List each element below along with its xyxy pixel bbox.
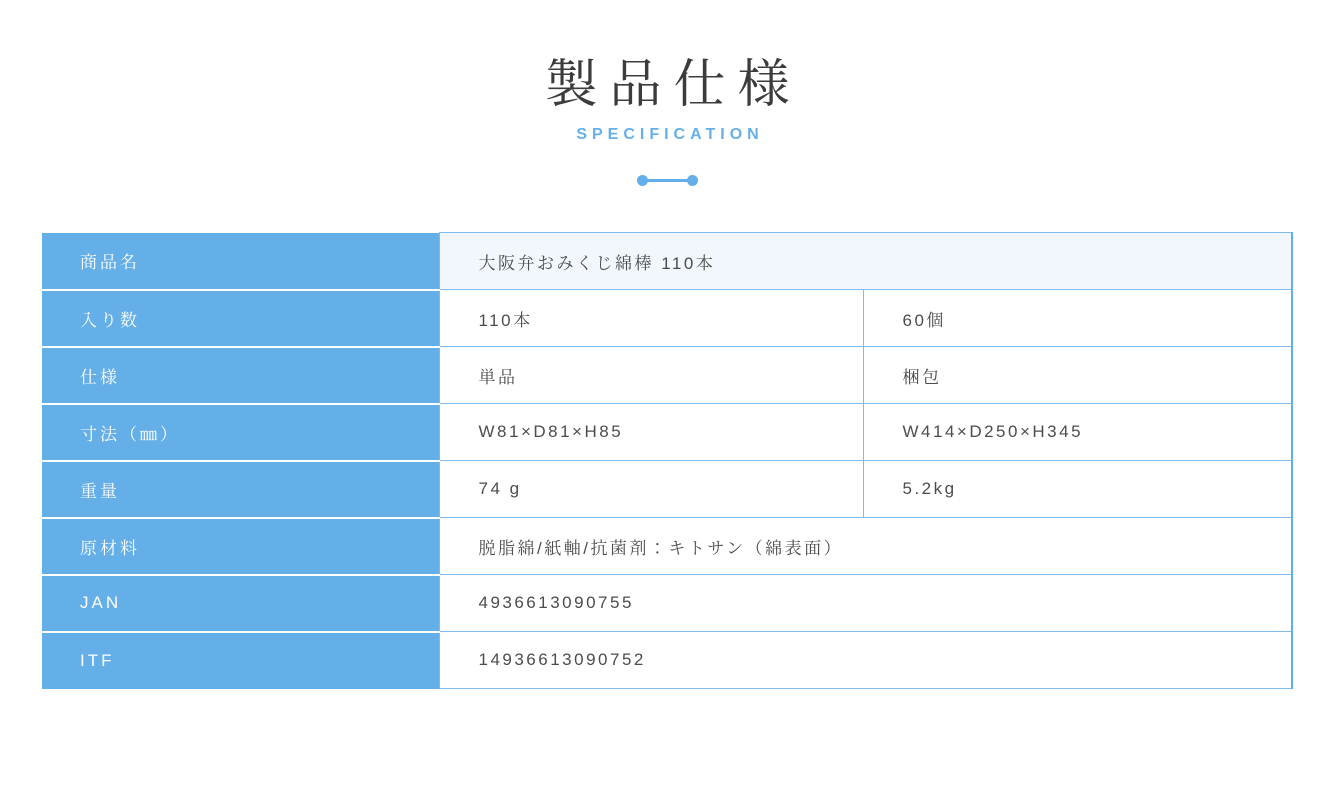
page-subtitle: SPECIFICATION	[576, 126, 764, 144]
divider-dot-right-icon	[687, 175, 698, 186]
row-label: 重量	[42, 461, 440, 518]
divider-line	[642, 179, 693, 182]
table-row-weight	[42, 461, 1292, 518]
row-label: 商品名	[42, 233, 440, 290]
row-value: 60個	[864, 290, 1292, 347]
table-row-count	[42, 290, 1292, 347]
row-value: 110本	[440, 290, 864, 347]
row-label: 寸法（㎜）	[42, 404, 440, 461]
row-value: W414×D250×H345	[864, 404, 1292, 461]
table-row-jan	[42, 575, 1292, 632]
table-row-spec	[42, 347, 1292, 404]
row-label: ITF	[42, 632, 440, 689]
row-label: 入り数	[42, 290, 440, 347]
row-label: 原材料	[42, 518, 440, 575]
page-title: 製品仕様	[545, 56, 802, 114]
row-value: 74 g	[440, 461, 864, 518]
table-row-product-name	[42, 233, 1292, 290]
divider-ornament	[637, 175, 698, 186]
row-value: 脱脂綿/紙軸/抗菌剤：キトサン（綿表面）	[440, 518, 1292, 575]
table-row-itf	[42, 632, 1292, 689]
row-value: 単品	[440, 347, 864, 404]
table-row-dimensions	[42, 404, 1292, 461]
row-value: 梱包	[864, 347, 1292, 404]
row-value: 14936613090752	[440, 632, 1292, 689]
section-heading	[0, 0, 1335, 186]
row-label: JAN	[42, 575, 440, 632]
spec-table	[42, 232, 1293, 689]
row-label: 仕様	[42, 347, 440, 404]
row-value: 5.2kg	[864, 461, 1292, 518]
row-value: 4936613090755	[440, 575, 1292, 632]
row-value: 大阪弁おみくじ綿棒 110本	[440, 233, 1292, 290]
table-row-materials	[42, 518, 1292, 575]
row-value: W81×D81×H85	[440, 404, 864, 461]
